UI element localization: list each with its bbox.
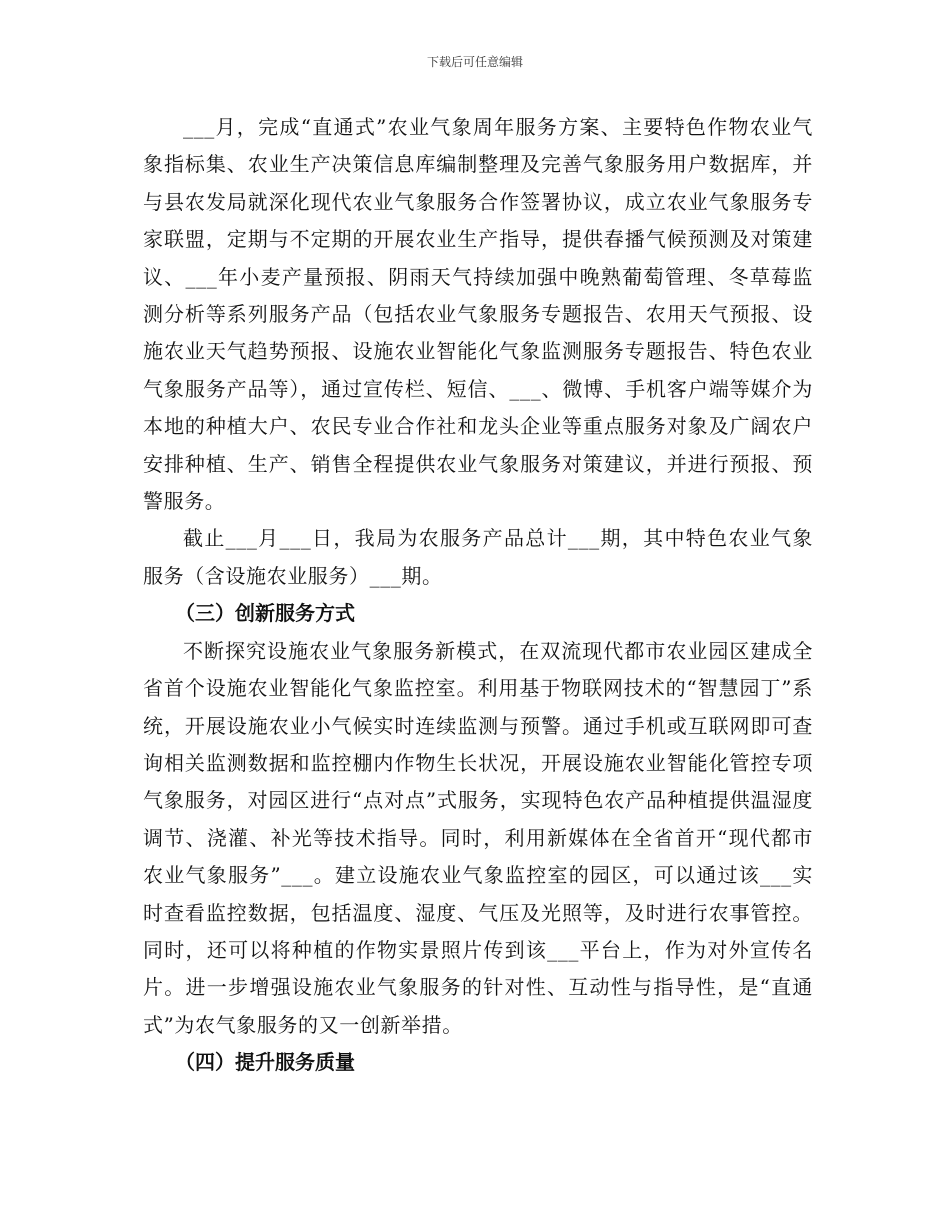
section-heading-quality: （四）提升服务质量 [175, 1050, 355, 1075]
paragraph-product-totals: 截止___月___日，我局为农服务产品总计___期，其中特色农业气象服务（含设施农业服务）___期。 [143, 526, 813, 588]
paragraph-services-overview: ___月，完成“直通式”农业气象周年服务方案、主要特色作物农业气象指标集、农业生产决策信息库编制整理及完善气象服务用户数据库，并与县农发局就深化现代农业气象服务合作签署协议，成立农业气象服务专家联盟，定期与不定期的开展农业生产指导，提供春播气候预测及对策建议、___年小麦产量预报、阴雨天气持续加强中晚熟葡萄管理、冬草莓监测分析等系列服务产品（包括农业气象服务专题报告、农用天气预报、设施农业天气趋势预报、设施农业智能化气象监测服务专题报告、特色农业气象服务产品等），通过宣传栏、短信、___、微博、手机客户端等媒介为本地的种植大户、农民专业合作社和龙头企业等重点服务对象及广阔农户安排种植、生产、销售全程提供农业气象服务对策建议，并进行预报、预警服务。 [143, 115, 813, 514]
document-body [143, 109, 813, 1082]
page-header: 下载后可任意编辑 [426, 55, 523, 69]
section-heading-innovation: （三）创新服务方式 [175, 601, 355, 626]
paragraph-innovation-detail: 不断探究设施农业气象服务新模式，在双流现代都市农业园区建成全省首个设施农业智能化气象监控室。利用基于物联网技术的“智慧园丁”系统，开展设施农业小气候实时连续监测与预警。通过手机或互联网即可查询相关监测数据和监控棚内作物生长状况，开展设施农业智能化管控专项气象服务，对园区进行“点对点”式服务，实现特色农产品种植提供温湿度调节、浇灌、补光等技术指导。同时，利用新媒体在全省首开“现代都市农业气象服务”___。建立设施农业气象监控室的园区，可以通过该___实时查看监控数据，包括温度、湿度、气压及光照等，及时进行农事管控。同时，还可以将种植的作物实景照片传到该___平台上，作为对外宣传名片。进一步增强设施农业气象服务的针对性、互动性与指导性，是“直通式”为农气象服务的又一创新举措。 [143, 638, 813, 1037]
